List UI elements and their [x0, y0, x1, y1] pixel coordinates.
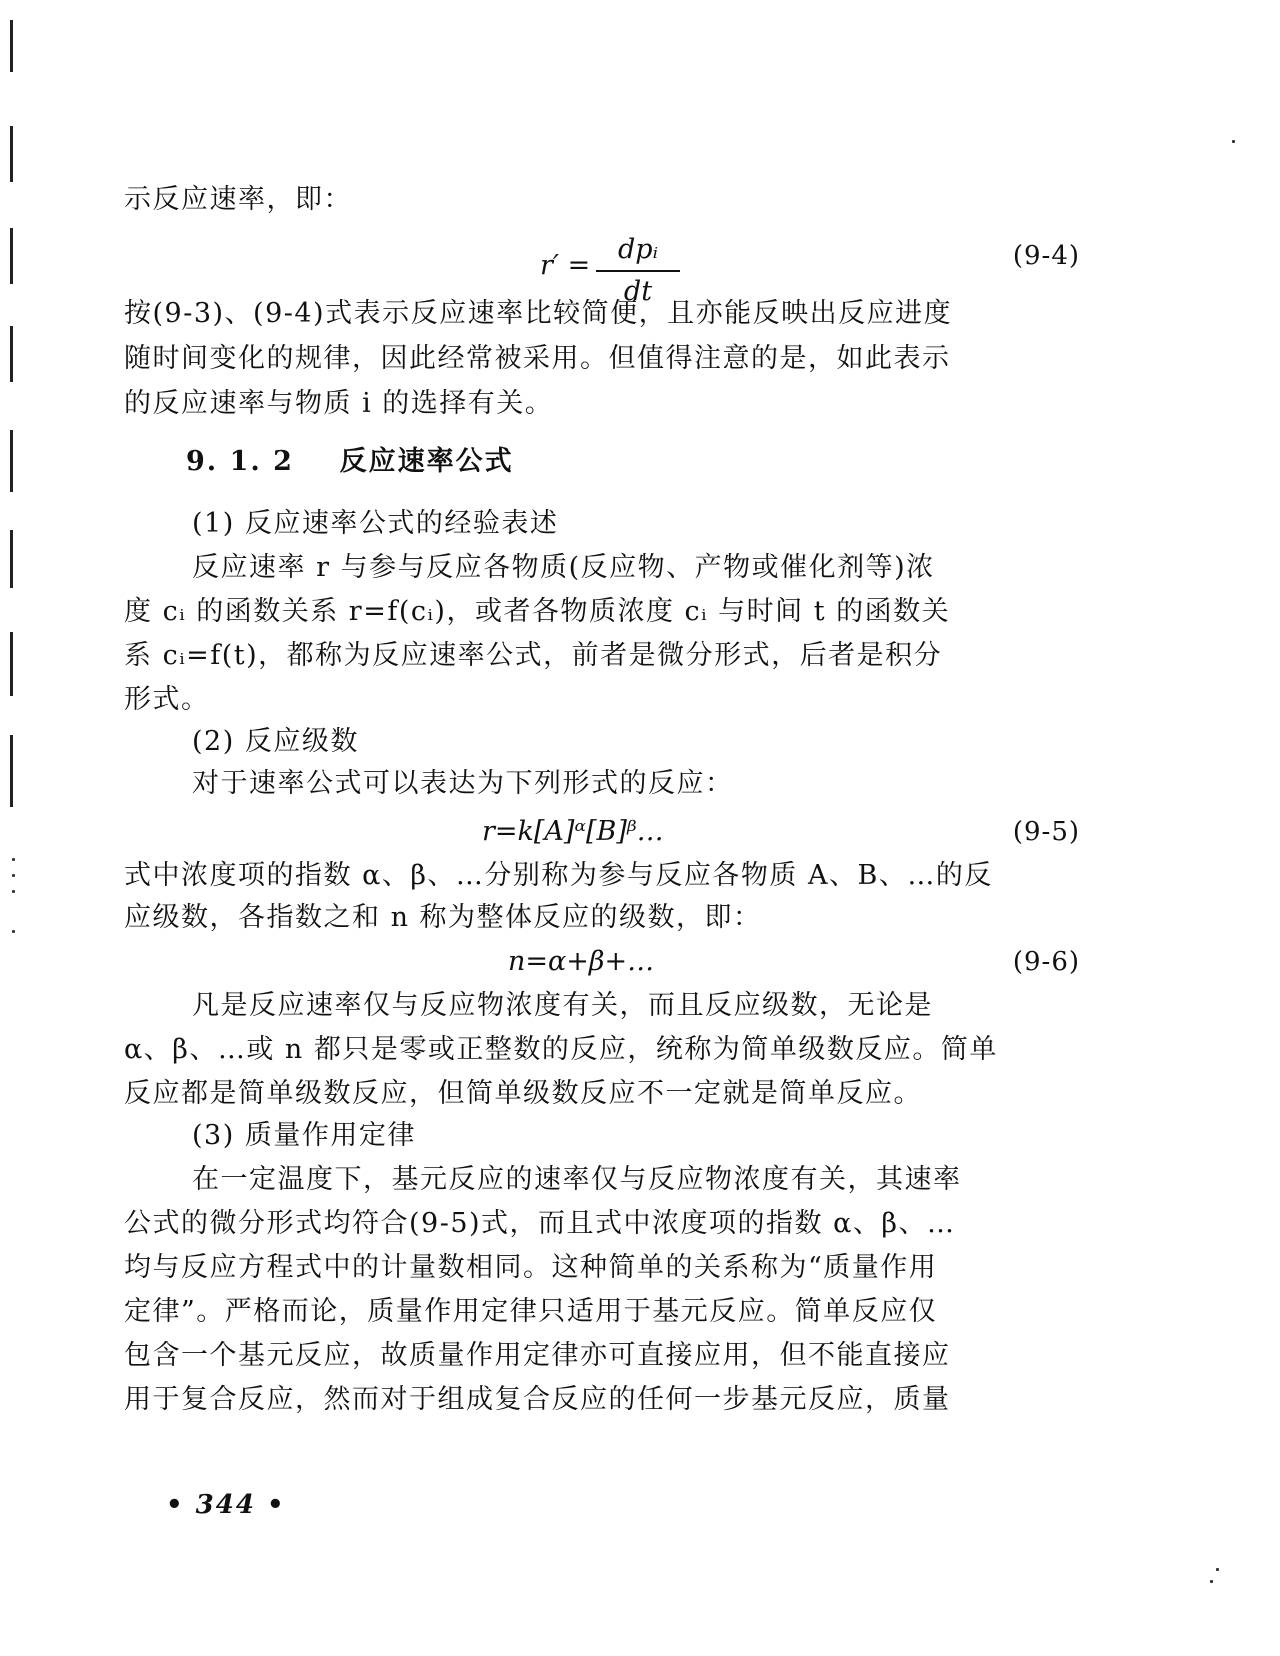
text-line: 随时间变化的规律，因此经常被采用。但值得注意的是，如此表示: [124, 343, 951, 374]
margin-mark: [10, 228, 13, 284]
margin-speck: [1232, 140, 1235, 143]
text-line: 定律”。严格而论，质量作用定律只适用于基元反应。简单反应仅: [124, 1296, 938, 1327]
equation-9-6: n=α+β+…: [508, 946, 655, 977]
margin-speck: [12, 858, 15, 861]
section-number: 9. 1. 2: [186, 446, 294, 477]
fraction-bar: [596, 270, 680, 272]
margin-speck: [1216, 1568, 1219, 1571]
page-number: • 344 •: [166, 1490, 286, 1520]
text-line: (1) 反应速率公式的经验表述: [192, 508, 559, 539]
text-line: 式中浓度项的指数 α、β、…分别称为参与反应各物质 A、B、…的反: [124, 860, 993, 891]
margin-speck: [12, 874, 15, 877]
margin-speck: [12, 890, 15, 893]
margin-mark: [10, 735, 13, 807]
margin-mark: [10, 530, 13, 588]
text-line: 的反应速率与物质 i 的选择有关。: [124, 388, 554, 419]
equation-9-5: r=k[A]ᵅ[B]ᵝ…: [482, 816, 664, 847]
text-line: 公式的微分形式均符合(9-5)式，而且式中浓度项的指数 α、β、…: [124, 1208, 956, 1239]
text-line: 均与反应方程式中的计量数相同。这种简单的关系称为“质量作用: [124, 1252, 938, 1283]
section-title: 反应速率公式: [339, 446, 514, 477]
text-line: 包含一个基元反应，故质量作用定律亦可直接应用，但不能直接应: [124, 1340, 951, 1371]
equation-number: (9-4): [1012, 241, 1080, 271]
margin-mark: [10, 126, 13, 182]
text-line: 对于速率公式可以表达为下列形式的反应：: [192, 768, 734, 799]
text-line: (2) 反应级数: [192, 726, 359, 757]
text-line: α、β、…或 n 都只是零或正整数的反应，统称为简单级数反应。简单: [124, 1034, 998, 1065]
margin-mark: [10, 430, 13, 492]
margin-mark: [10, 20, 13, 72]
margin-speck: [1210, 1580, 1213, 1583]
text-line: 系 cᵢ=f(t)，都称为反应速率公式，前者是微分形式，后者是积分: [124, 640, 943, 671]
text-line: 反应速率 r 与参与反应各物质(反应物、产物或催化剂等)浓: [192, 552, 935, 583]
fraction-denominator: dt: [623, 276, 653, 307]
text-line: 反应都是简单级数反应，但简单级数反应不一定就是简单反应。: [124, 1078, 922, 1109]
text-line: 在一定温度下，基元反应的速率仅与反应物浓度有关，其速率: [192, 1164, 962, 1195]
text-line: 度 cᵢ 的函数关系 r=f(cᵢ)，或者各物质浓度 cᵢ 与时间 t 的函数关: [124, 596, 951, 627]
text-line: (3) 质量作用定律: [192, 1120, 416, 1151]
text-line: 用于复合反应，然而对于组成复合反应的任何一步基元反应，质量: [124, 1384, 951, 1415]
text-line: 形式。: [124, 684, 210, 715]
margin-mark: [10, 632, 13, 696]
margin-speck: [12, 930, 15, 933]
margin-mark: [10, 326, 13, 382]
text-line: 示反应速率，即：: [124, 184, 352, 215]
text-line: 应级数，各指数之和 n 称为整体反应的级数，即：: [124, 902, 762, 933]
equation-lhs: r′ =: [540, 250, 591, 281]
equation-number: (9-6): [1012, 947, 1080, 977]
fraction-numerator: dpᵢ: [618, 234, 658, 265]
text-line: 凡是反应速率仅与反应物浓度有关，而且反应级数，无论是: [192, 990, 933, 1021]
section-heading: [186, 440, 1136, 484]
text-line: 按(9-3)、(9-4)式表示反应速率比较简便，且亦能反映出反应进度: [124, 298, 953, 329]
equation-number: (9-5): [1012, 817, 1080, 847]
